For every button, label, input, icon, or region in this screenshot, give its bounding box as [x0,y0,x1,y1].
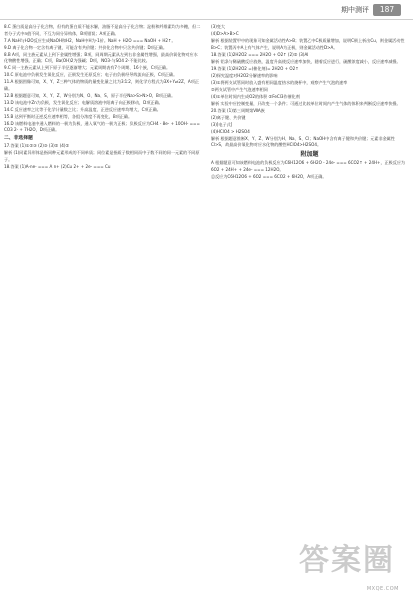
page-number-badge: 187 [373,4,401,16]
left-column [4,24,201,592]
answer-paragraph: ②两支试管中产生气泡速率相同 [211,86,268,92]
answer-paragraph: 19.答案 (1)2H2O2 =(催化剂)= 2H2O + O2↑ [211,65,299,71]
answer-paragraph: 12.B 根据题意可知，X、Y、Z、W分别为N、O、Na、S，原子半径Na>S>N>O，B项正确。 [4,92,176,98]
answer-paragraph: 解析 实验中应控制变量，只改变一个条件；可通过比较单位时间内产生气体的体积来判断反应速率快慢。 [211,100,401,106]
answer-paragraph: 解析 根据装置甲中的现象可知金属活动性A>B；装置乙中C极质量增加，说明C极上析出Cu，则金属活动性B>C；装置丙中A上有气体产生，说明A为正极，则金属活动性D>A。 [211,38,405,50]
header-label: 期中测评 [341,6,369,14]
answer-paragraph: 8.B A项，同主族元素从上到下金属性增强；B项，同周期元素从左到右非金属性增强，最高价氧化物对应水化物酸性增强，正确；C项，Ba(OH)2为强碱；D项，NO3-与SO4 2-不能比较。 [4,51,198,63]
watermark-url: MXQE.COM [366,586,399,592]
answer-paragraph: (4)①单位时间内生成O2的体积 ②FeCl3作催化剂 [211,93,300,99]
answer-paragraph: 11.A 根据图像可知，X、Y、Z三种气体的物质的量变化量之比为3∶1∶2，则化学方程式为3X+Y⇌2Z，A项正确。 [4,79,199,91]
section-title: 二、非选择题 [4,135,33,141]
answer-paragraph: 18.答案 (1)2H2O2 === 2H2O + O2↑ (2)② (3)Al [211,51,309,57]
answer-paragraph: (4)HClO4 > H2SO4 [211,128,250,134]
answer-paragraph: 解析 铝条与稀硫酸反应放热，温度升高使反应速率加快，随着反应进行，硫酸浓度减小，反应速率减慢。 [211,58,401,64]
answer-paragraph: 13.D 该电池中Zn为负极，发生氧化反应；电解质溶液中阳离子向正极移动，D项正确。 [4,99,163,105]
answer-paragraph: 解析 根据题意推断X、Y、Z、W分别为H、Na、S、Cl；NaOH中含有离子键和共价键；元素非金属性Cl>S，故最高价氧化物对应水化物的酸性HClO4>H2SO4。 [211,135,395,147]
answer-paragraph: (3)[电子式] [211,121,233,127]
answer-paragraph: 解析 (1)同素异形体是指同种元素形成的不同单质；同位素是指质子数相同而中子数不同的同一元素的不同原子。 [4,150,200,162]
answer-paragraph: 8.C 蛋白质是高分子化合物，但有的蛋白质不能水解，油脂不是高分子化合物；淀粉和纤维素均为多糖，但二者分子式中n值不同，不互为同分异构体，B项错误；A项正确。 [4,24,201,36]
answer-paragraph: 9.D 离子化合物一定含有离子键，可能含有共价键；共价化合物中只含共价键；D项正确。 [4,44,167,50]
answer-paragraph: (3)①将两支试管同时放入盛有相同温度热水的烧杯中，观察产生气泡的速率 [211,79,348,85]
page-header [0,0,413,20]
answer-paragraph: 总反应为C6H12O6 + 6O2 === 6CO2 + 6H2O，A项正确。 [211,173,327,179]
answer-paragraph: 18.答案 (1)A-ne- === A n+ (2)Cu 2+ + 2e- === Cu [4,163,111,169]
answer-paragraph: 16.D 该燃料电池中通入燃料的一极为负极，通入氧气的一极为正极；负极反应为CH4 - 8e- + 10OH- === CO3 2- + 7H2O，D项正确。 [4,120,200,132]
answer-paragraph: A 根据题意可知该燃料电池的负极反应为C6H12O6 + 6H2O - 24e- === 6CO2↑ + 24H+，正极反应为6O2 + 24H+ + 24e- === 12H2O。 [211,160,406,172]
watermark-logo: 答案圈 [299,543,395,578]
answer-paragraph: 20.答案 (1)第三周期第ⅦA族 [211,107,265,113]
answer-paragraph: (4)D>A>B>C [211,31,239,36]
right-column [211,24,408,592]
answer-paragraph: 14.C 反应速率之比等于化学计量数之比；升高温度，正逆反应速率均增大，C项正确。 [4,106,161,112]
answer-paragraph: 10.C 原电池中负极发生氧化反应，正极发生还原反应；电子由负极经导线流向正极，C项正确。 [4,72,178,77]
answer-paragraph: 7.A NaH与H2O反应生成NaOH和H2，NaH中H为-1价。NaH + H2O === NaOH + H2↑。 [4,37,176,43]
answer-paragraph: (2)离子键、共价键 [211,114,246,120]
answer-paragraph: 9.C 同一主族元素从上到下原子半径逐渐增大；元素周期表有7个周期、16个族，C项正确。 [4,65,171,70]
answer-paragraph: (3)变大 [211,24,225,29]
answer-paragraph: 15.B 达到平衡时正逆反应速率相等，各组分浓度不再变化，B项正确。 [4,113,133,119]
answer-paragraph: (2)探究温度对H2O2分解速率的影响 [211,72,278,78]
answer-paragraph: 17.答案 (1)①②③ (2)③ (3)② (4)② [4,143,70,148]
appendix-title: 附加题 [300,150,319,158]
